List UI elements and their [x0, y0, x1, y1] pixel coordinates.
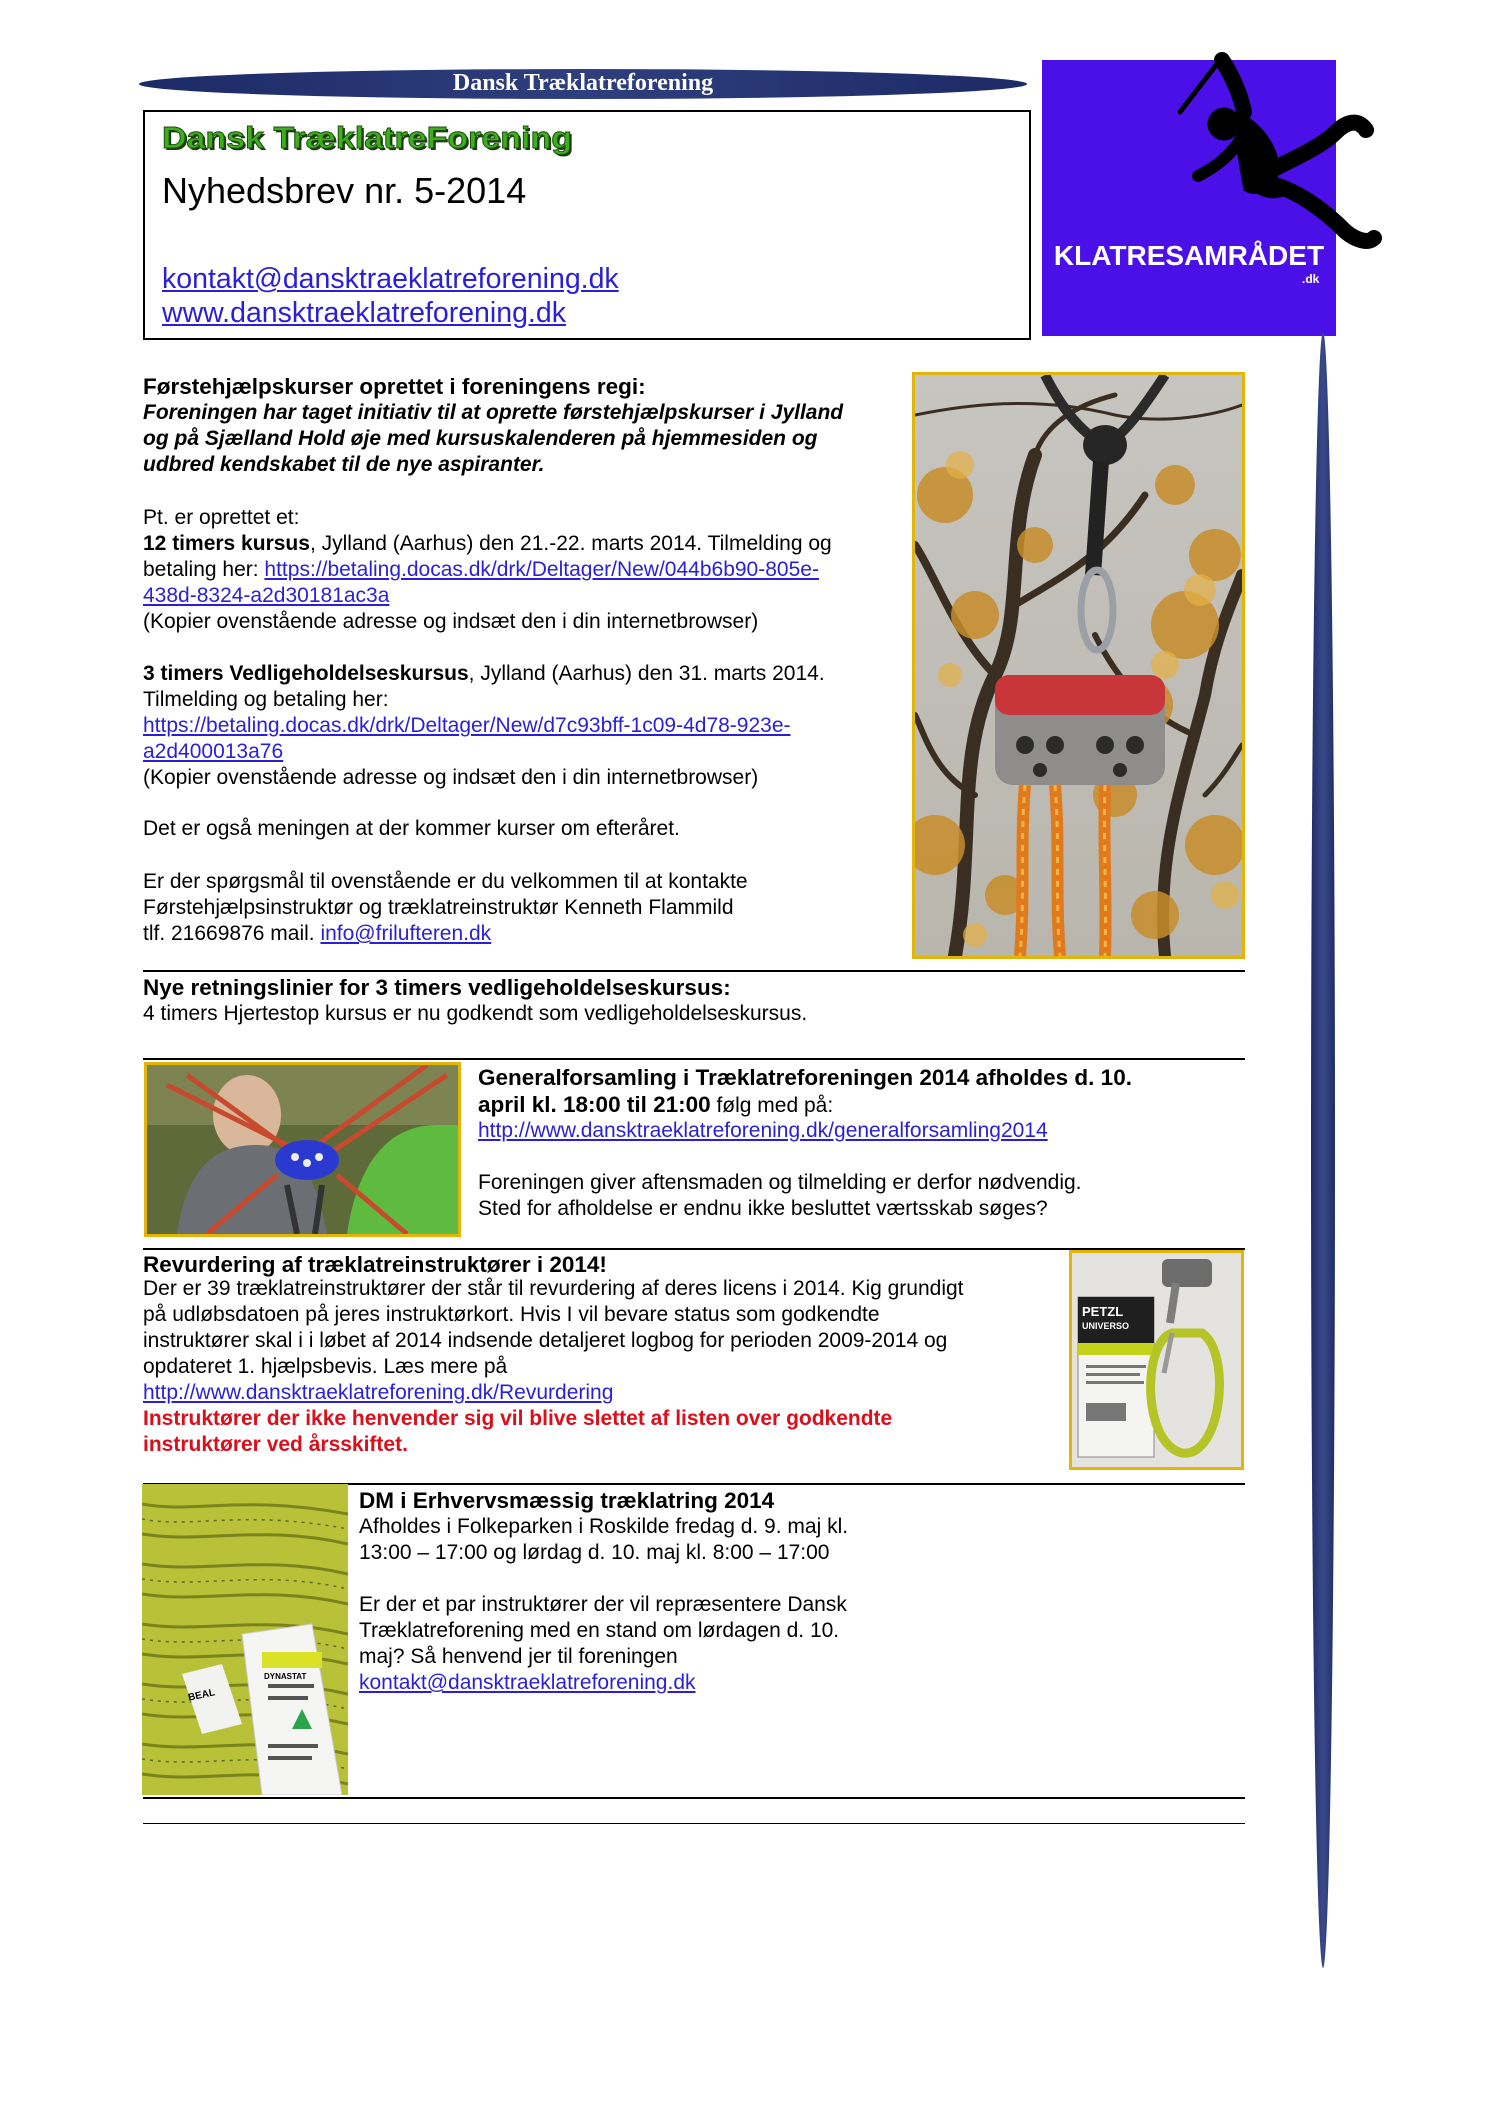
contact-line-3	[143, 921, 491, 948]
section1-intro-line-3: udbred kendskabet til de nye aspiranter.	[143, 453, 545, 476]
rope-coil-image	[142, 1484, 348, 1795]
rope-brand: BEAL	[187, 1687, 217, 1704]
separator-6	[143, 1823, 1245, 1824]
product-name: UNIVERSO	[1082, 1321, 1130, 1331]
contact-phone: tlf. 21669876 mail.	[143, 922, 321, 945]
section3-heading-2-suffix: følg med på:	[710, 1094, 834, 1117]
course2-bold: 3 timers Vedligeholdelseskursus	[143, 662, 469, 685]
revurdering-link[interactable]: http://www.dansktraeklatreforening.dk/Revurdering	[143, 1381, 614, 1404]
photo-tree-pulley	[912, 372, 1245, 959]
course2-link-part2[interactable]: a2d400013a76	[143, 740, 284, 763]
course2-link-part1[interactable]: https://betaling.docas.dk/drk/Deltager/New/d7c93bff-1c09-4d78-923e-	[143, 714, 791, 737]
section1-pt: Pt. er oprettet et:	[143, 506, 300, 529]
course1-line2	[143, 557, 819, 584]
section4-warning-2: instruktører ved årsskiftet.	[143, 1433, 408, 1456]
photo-product-package	[1069, 1250, 1244, 1470]
course1-text2: betaling her:	[143, 558, 265, 581]
course1-line	[143, 531, 832, 558]
section5-heading: DM i Erhvervsmæssig træklatring 2014	[359, 1488, 775, 1513]
sponsor-tld: .dk	[1302, 272, 1320, 286]
product-package-image	[1072, 1253, 1241, 1467]
general-assembly-link[interactable]: http://www.dansktraeklatreforening.dk/generalforsamling2014	[478, 1119, 1048, 1142]
section5-line-2: 13:00 – 17:00 og lørdag d. 10. maj kl. 8:00 – 17:00	[359, 1541, 830, 1564]
header-email-link[interactable]: kontakt@dansktraeklatreforening.dk	[162, 263, 619, 295]
section3-text-1: Foreningen giver aftensmaden og tilmelding er derfor nødvendig.	[478, 1171, 1082, 1194]
section3-heading-1: Generalforsamling i Træklatreforeningen 2014 afholdes d. 10.	[478, 1065, 1132, 1090]
header-website-link[interactable]: www.dansktraeklatreforening.dk	[162, 297, 566, 329]
section1-heading: Førstehjælpskurser oprettet i foreningens regi:	[143, 374, 646, 399]
section1-intro-line-2: og på Sjælland Hold øje med kursuskalenderen på hjemmesiden og	[143, 427, 818, 450]
section1-intro-line-1: Foreningen har taget initiativ til at oprette førstehjælpskurser i Jylland	[143, 401, 844, 424]
sponsor-name: KLATRESAMRÅDET	[1053, 240, 1325, 271]
section4-line-1: Der er 39 træklatreinstruktører der står til revurdering af deres licens i 2014. Kig grundigt	[143, 1277, 964, 1300]
section5-line-4: Træklatreforening med en stand om lørdagen d. 10.	[359, 1619, 840, 1642]
section4-line-2: på udløbsdatoen på jeres instruktørkort. Hvis I vil bevare status som godkendte	[143, 1303, 880, 1326]
course1-link-part2[interactable]: 438d-8324-a2d30181ac3a	[143, 584, 390, 607]
section2-text: 4 timers Hjertestop kursus er nu godkendt som vedligeholdelseskursus.	[143, 1002, 808, 1025]
course1-copy-note: (Kopier ovenstående adresse og indsæt den i din internetbrowser)	[143, 610, 759, 633]
course2-line	[143, 661, 825, 688]
section3-heading-2-line	[478, 1091, 833, 1120]
photo-rope-coil	[142, 1484, 348, 1795]
section5-email-link[interactable]: kontakt@dansktraeklatreforening.dk	[359, 1671, 696, 1694]
tree-pulley-image	[915, 375, 1242, 956]
course1-text1: , Jylland (Aarhus) den 21.-22. marts 2014. Tilmelding og	[309, 532, 832, 555]
course1-bold: 12 timers kursus	[143, 532, 310, 555]
contact-line-1: Er der spørgsmål til ovenstående er du velkommen til at kontakte	[143, 870, 748, 893]
section4-line-4: opdateret 1. hjælpsbevis. Læs mere på	[143, 1355, 508, 1378]
people-pulley-image	[147, 1065, 458, 1234]
photo-people-pulley	[144, 1062, 461, 1237]
course2-text1: , Jylland (Aarhus) den 31. marts 2014.	[468, 662, 825, 685]
section5-line-5: maj? Så henvend jer til foreningen	[359, 1645, 678, 1668]
section4-line-3: instruktører skal i i løbet af 2014 indsende detaljeret logbog for perioden 2009-2014 og	[143, 1329, 948, 1352]
climber-icon	[1160, 52, 1400, 272]
separator-1	[143, 970, 1245, 972]
autumn-note: Det er også meningen at der kommer kurser om efteråret.	[143, 817, 680, 840]
contact-line-2: Førstehjælpsinstruktør og træklatreinstruktør Kenneth Flammild	[143, 896, 734, 919]
banner-title: Dansk Træklatreforening	[452, 70, 714, 96]
section3-heading-2: april kl. 18:00 til 21:00	[478, 1092, 711, 1117]
section5-line-3: Er der et par instruktører der vil repræsentere Dansk	[359, 1593, 847, 1616]
section4-heading: Revurdering af træklatreinstruktører i 2014!	[143, 1252, 607, 1277]
newsletter-title: Nyhedsbrev nr. 5-2014	[162, 170, 527, 211]
section3-text-2: Sted for afholdelse er endnu ikke besluttet værtsskab søges?	[478, 1197, 1048, 1220]
course1-link-part1[interactable]: https://betaling.docas.dk/drk/Deltager/New/044b6b90-805e-	[264, 558, 819, 581]
section5-line-1: Afholdes i Folkeparken i Roskilde fredag d. 9. maj kl.	[359, 1515, 849, 1538]
separator-5	[143, 1797, 1245, 1799]
logo-text: Dansk TræklatreForening	[162, 121, 573, 156]
rope-model: DYNASTAT	[264, 1672, 307, 1681]
course2-copy-note: (Kopier ovenstående adresse og indsæt den i din internetbrowser)	[143, 766, 759, 789]
sponsor-logo[interactable]	[1042, 60, 1336, 336]
product-brand: PETZL	[1082, 1304, 1124, 1319]
section4-warning-1: Instruktører der ikke henvender sig vil blive slettet af listen over godkendte	[143, 1407, 893, 1430]
right-vertical-bar	[1303, 330, 1343, 1970]
section2-heading: Nye retningslinier for 3 timers vedligeholdelseskursus:	[143, 975, 731, 1000]
separator-2	[143, 1058, 1245, 1060]
contact-email-link[interactable]: info@frilufteren.dk	[320, 922, 492, 945]
course2-text2: Tilmelding og betaling her:	[143, 688, 389, 711]
